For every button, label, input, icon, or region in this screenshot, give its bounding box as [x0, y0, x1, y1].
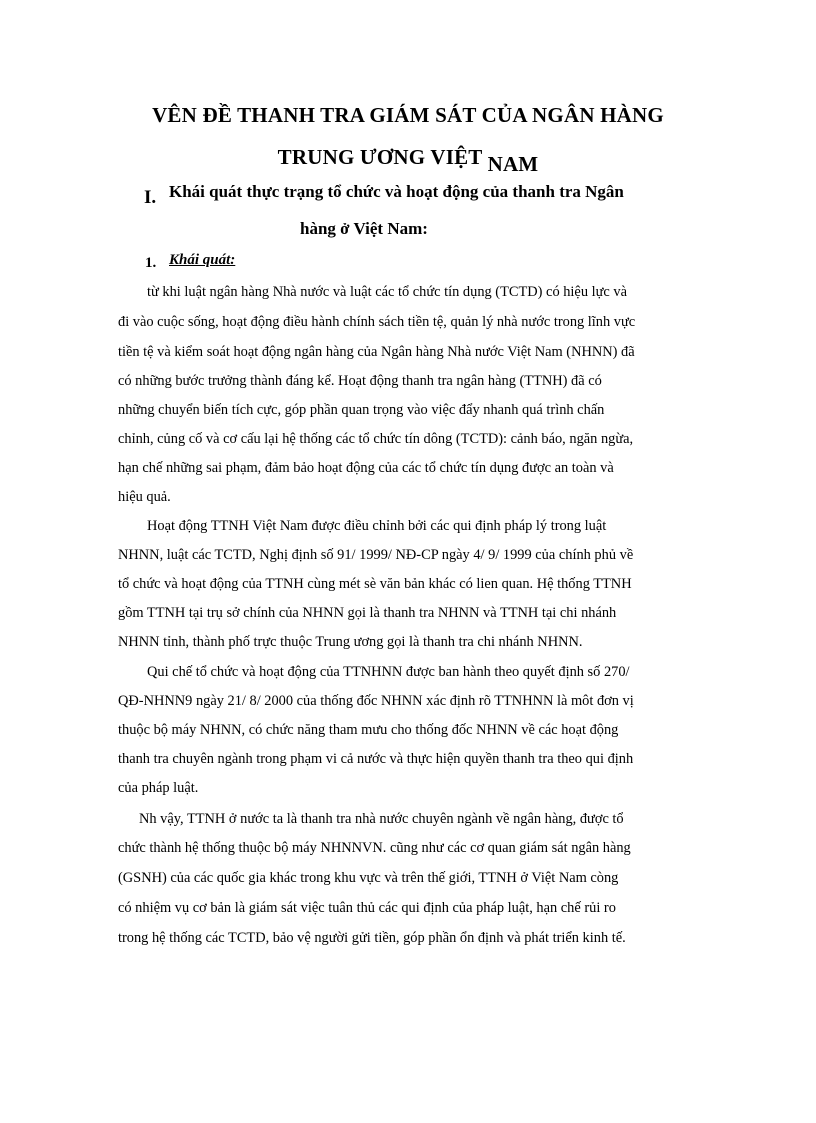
- subsection-number: 1.: [145, 255, 157, 271]
- paragraph-line: có những bước trưởng thành đáng kể. Hoạt động thanh tra ngân hàng (TTNH) đã có: [118, 373, 602, 389]
- paragraph-line: Qui chế tổ chức và hoạt động của TTNHNN được ban hành theo quyết định số 270/: [147, 664, 630, 680]
- paragraph-line: gồm TTNH tại trụ sở chính của NHNN gọi là thanh tra NHNN và TTNH tại chi nhánh: [118, 605, 617, 621]
- paragraph-line: (GSNH) của các quốc gia khác trong khu vực và trên thế giới, TTNH ở Việt Nam còng: [118, 870, 619, 886]
- paragraph-line: chỉnh, củng cố và cơ cấu lại hệ thống các tổ chức tín dông (TCTD): cảnh báo, ngăn ngừa,: [118, 431, 634, 447]
- paragraph-line: hạn chế những sai phạm, đảm bảo hoạt động của các tổ chức tín dụng được an toàn và: [118, 460, 614, 476]
- paragraph-line: tổ chức và hoạt động của TTNH cùng mét sè văn bản khác có lien quan. Hệ thống TTNH: [118, 576, 632, 592]
- paragraph-line: thanh tra chuyên ngành trong phạm vi cả nước và thực hiện quyền thanh tra theo qui định: [118, 751, 634, 767]
- paragraph-line: chức thành hệ thống thuộc bộ máy NHNNVN. cũng như các cơ quan giám sát ngân hàng: [118, 840, 631, 856]
- section-number: I.: [144, 187, 157, 208]
- paragraph-line: NHNN tỉnh, thành phố trực thuộc Trung ương gọi là thanh tra chi nhánh NHNN.: [118, 634, 583, 650]
- paragraph-line: từ khi luật ngân hàng Nhà nước và luật các tổ chức tín dụng (TCTD) có hiệu lực và: [147, 284, 627, 300]
- paragraph-line: tiền tệ và kiểm soát hoạt động ngân hàng của Ngân hàng Nhà nước Việt Nam (NHNN) đã: [118, 344, 635, 360]
- title-sub-text: NAM: [487, 152, 539, 176]
- section-title-line-2: hàng ở Việt Nam:: [300, 219, 428, 238]
- subsection-title: Khái quát:: [169, 252, 236, 268]
- paragraph-line: hiệu quả.: [118, 489, 171, 505]
- section-title-line-1: Khái quát thực trạng tổ chức và hoạt động của thanh tra Ngân: [169, 182, 624, 201]
- paragraph-line: Hoạt động TTNH Việt Nam được điều chỉnh bởi các qui định pháp lý trong luật: [147, 518, 607, 534]
- paragraph-line: của pháp luật.: [118, 780, 199, 796]
- paragraph-line: những chuyển biến tích cực, góp phần quan trọng vào việc đẩy nhanh quá trình chấn: [118, 402, 605, 418]
- document-title-line-1: VÊN ĐỀ THANH TRA GIÁM SÁT CỦA NGÂN HÀNG: [152, 103, 664, 127]
- paragraph-line: đi vào cuộc sống, hoạt động điều hành chính sách tiền tệ, quản lý nhà nước trong lĩnh vực: [118, 314, 636, 330]
- paragraph-line: có nhiệm vụ cơ bản là giám sát việc tuân thủ các qui định của pháp luật, hạn chế rủi ro: [118, 900, 616, 916]
- paragraph-line: NHNN, luật các TCTD, Nghị định số 91/ 1999/ NĐ-CP ngày 4/ 9/ 1999 của chính phủ về: [118, 547, 634, 563]
- paragraph-line: thuộc bộ máy NHNN, có chức năng tham mưu cho thống đốc NHNN về các hoạt động: [118, 722, 619, 738]
- paragraph-line: trong hệ thống các TCTD, bảo vệ người gửi tiền, góp phần ổn định và phát triển kinh tế.: [118, 930, 626, 946]
- paragraph-line: Nh vậy, TTNH ở nước ta là thanh tra nhà nước chuyên ngành về ngân hàng, được tổ: [139, 811, 624, 827]
- document-title-line-2: [60, 145, 756, 176]
- paragraph-line: QĐ-NHNN9 ngày 21/ 8/ 2000 của thống đốc NHNN xác định rõ TTNHNN là môt đơn vị: [118, 693, 634, 709]
- title-main-text: TRUNG ƯƠNG VIỆT: [277, 145, 488, 169]
